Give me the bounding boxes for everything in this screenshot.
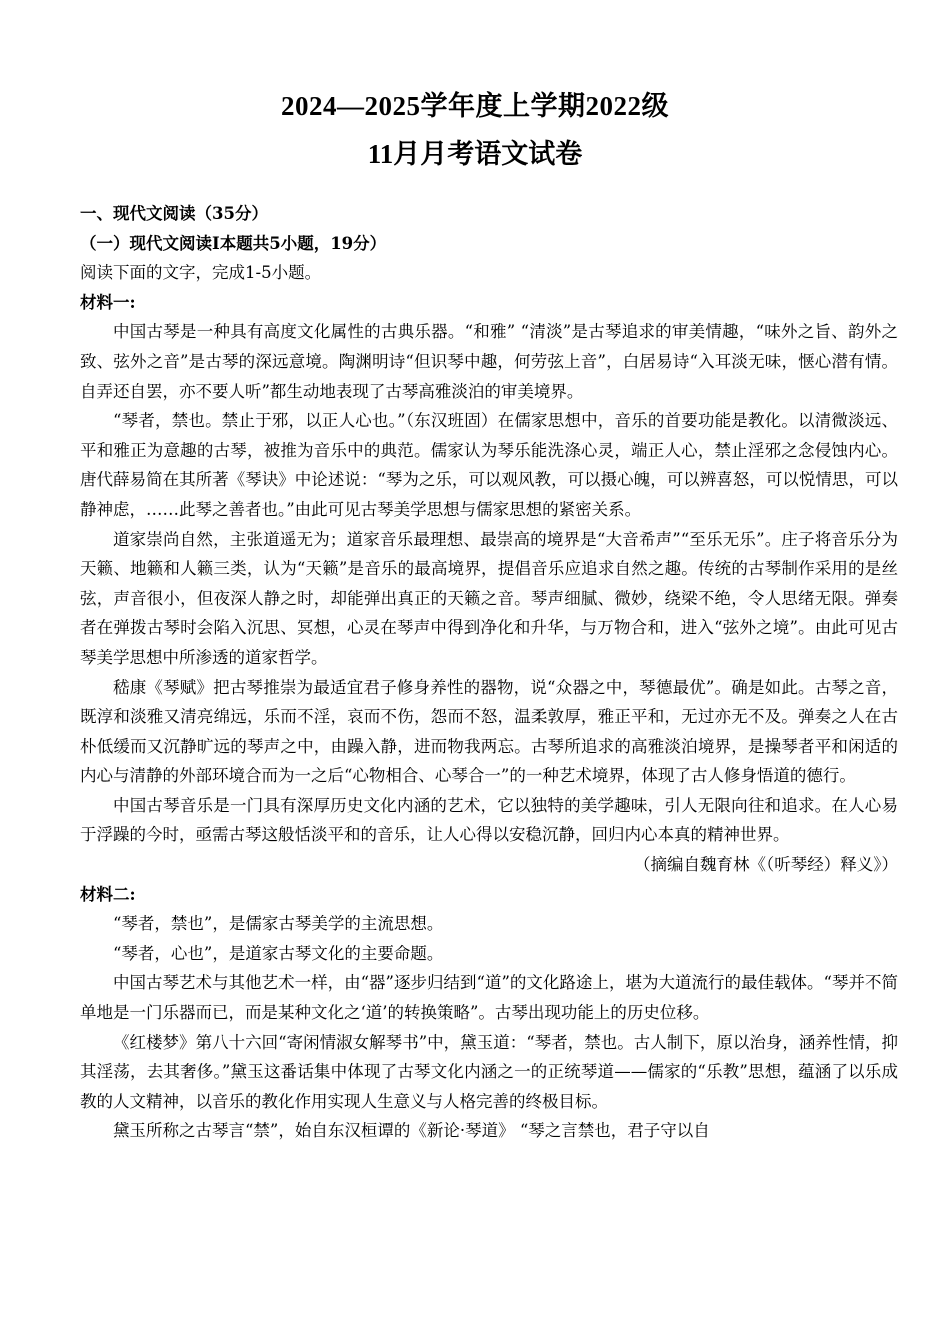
material-2-paragraph: “琴者，禁也”，是儒家古琴美学的主流思想。 <box>113 914 444 934</box>
material-1-paragraph: 道家崇尚自然，主张道遥无为；道家音乐最理想、最崇高的境界是“大音希声”“至乐无乐”。庄子将音乐分为天籁、地籁和人籁三类，认为“天籁”是音乐的最高境界，提倡音乐应追求自然之趣。传统的古琴制作采用的是丝弦，声音很小，但夜深人静之时，却能弹出真正的天籁之音。琴声细腻、微妙，绕梁不绝，令人思绪无限。弹奏者在弹拨古琴时会陷入沉思、冥想，心灵在琴声中得到净化和升华，与万物合和，进入“弦外之境”。由此可见古琴美学思想中所渗透的道家哲学。 <box>80 529 898 667</box>
material-1-paragraph: 中国古琴是一种具有高度文化属性的古典乐器。“和雅” “清淡”是古琴追求的审美情趣，“味外之旨、韵外之致、弦外之音”是古琴的深远意境。陶渊明诗“但识琴中趣，何劳弦上音”，白居易诗“入耳淡无味，惬心潜有情。自弄还自罢，亦不要人听”都生动地表现了古琴高雅淡泊的审美境界。 <box>80 322 898 401</box>
section-subheading: （一）现代文阅读Ⅰ本题共5小题，19分） <box>80 233 387 253</box>
material-2-paragraph: “琴者，心也”，是道家古琴文化的主要命题。 <box>113 943 444 963</box>
material-1-label: 材料一: <box>80 292 136 312</box>
material-2-paragraph: 黛玉所称之古琴言“禁”，始自东汉桓谭的《新论·琴道》 “琴之言禁也，君子守以自 <box>113 1121 710 1141</box>
material-1-paragraph: 中国古琴音乐是一门具有深厚历史文化内涵的艺术，它以独特的美学趣味，引人无限向往和追求。在人心易于浮躁的今时，亟需古琴这般恬淡平和的音乐，让人心得以安稳沉静，回归内心本真的精神世界。 <box>80 795 898 845</box>
material-2-paragraph: 中国古琴艺术与其他艺术一样，由“器”逐步归结到“道”的文化路途上，堪为大道流行的最佳载体。“琴并不简单地是一门乐器而已，而是某种文化之‘道’的转换策略”。古琴出现功能上的历史位移。 <box>80 973 898 1023</box>
material-2-label: 材料二: <box>80 884 136 904</box>
instruction-text: 阅读下面的文字，完成1-5小题。 <box>80 263 322 283</box>
material-1-paragraph: 嵇康《琴赋》把古琴推崇为最适宜君子修身养性的器物，说“众器之中，琴德最优”。确是如此。古琴之音，既淳和淡雅又清亮绵远，乐而不淫，哀而不伤，怨而不怒，温柔敦厚，雅正平和，无过亦无不及。弹奏之人在古朴低缓而又沉静旷远的琴声之中，由躁入静，进而物我两忘。古琴所追求的高雅淡泊境界，是操琴者平和闲适的内心与清静的外部环境合而为一之后“心物相合、心琴合一”的一种艺术境界，体现了古人修身悟道的德行。 <box>80 677 898 786</box>
exam-title-subject: 11月月考语文试卷 <box>367 139 583 169</box>
exam-title-year: 2024—2025学年度上学期2022级 <box>281 91 669 121</box>
exam-content <box>80 199 898 1146</box>
section-heading: 一、现代文阅读（35分） <box>80 204 268 223</box>
material-2-paragraph: 《红楼梦》第八十六回“寄闲情淑女解琴书”中，黛玉道：“琴者，禁也。古人制下，原以治身，涵养性情，抑其淫荡，去其奢侈。”黛玉这番话集中体现了古琴文化内涵之一的正统琴道——儒家的“乐教”思想，蕴涵了以乐成教的人文精神，以音乐的教化作用实现人生意义与人格完善的终极目标。 <box>80 1032 898 1111</box>
material-1-paragraph: “琴者，禁也。禁止于邪，以正人心也。”（东汉班固）在儒家思想中，音乐的首要功能是教化。以清微淡远、平和雅正为意趣的古琴，被推为音乐中的典范。儒家认为琴乐能洗涤心灵，端正人心，禁止淫邪之念侵蚀内心。唐代薛易简在其所著《琴诀》中论述说：“琴为之乐，可以观风教，可以摄心魄，可以辨喜怒，可以悦情思，可以静神虑，……此琴之善者也。”由此可见古琴美学思想与儒家思想的紧密关系。 <box>80 411 898 519</box>
material-1-source: （摘编自魏育林《（听琴经）释义》） <box>634 855 898 875</box>
